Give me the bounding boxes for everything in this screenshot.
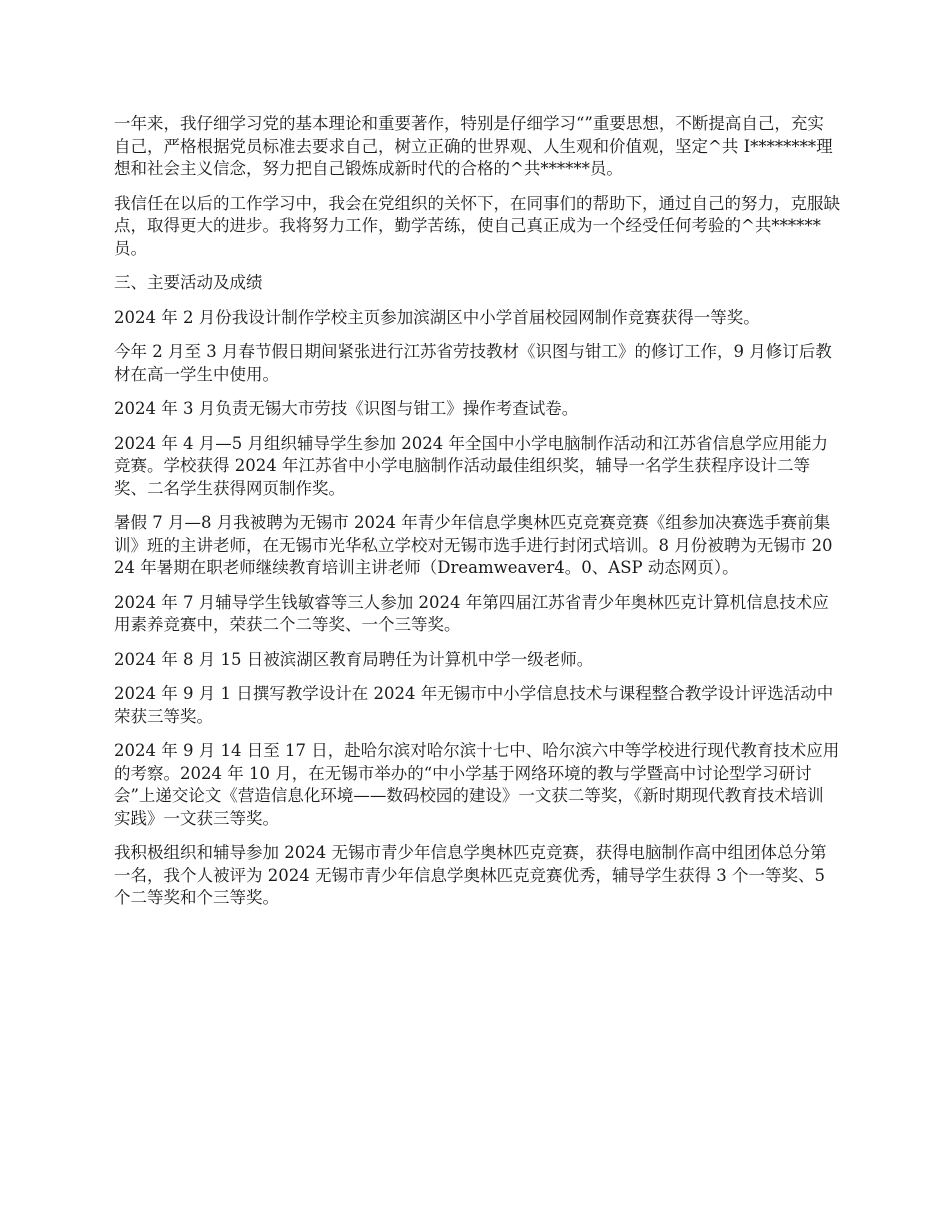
paragraph: 我积极组织和辅导参加 2024 无锡市青少年信息学奥林匹克竞赛，获得电脑制作高中组团体总分第一名，我个人被评为 2024 无锡市青少年信息学奥林匹克竞赛优秀，辅导学生获得 3 个一等奖、5 个二等奖和个三等奖。 [114, 843, 827, 907]
paragraph: 2024 年 2 月份我设计制作学校主页参加滨湖区中小学首届校园网制作竞赛获得一等奖。 [114, 307, 760, 327]
paragraph: 暑假 7 月—8 月我被聘为无锡市 2024 年青少年信息学奥林匹克竞赛竞赛《组参加决赛选手赛前集训》班的主讲老师，在无锡市光华私立学校对无锡市选手进行封闭式培训。8 月份被聘为无锡市 2024 年暑期在职老师继续教育培训主讲老师（Dreamweaver4。0、ASP 动态网页）。 [114, 513, 833, 577]
paragraph: 2024 年 7 月辅导学生钱敏睿等三人参加 2024 年第四届江苏省青少年奥林匹克计算机信息技术应用素养竞赛中，荣获二个二等奖、一个三等奖。 [114, 592, 829, 634]
paragraph: 2024 年 4 月—5 月组织辅导学生参加 2024 年全国中小学电脑制作活动和江苏省信息学应用能力竞赛。学校获得 2024 年江苏省中小学电脑制作活动最佳组织奖，辅导一名学生获程序设计二等奖、二名学生获得网页制作奖。 [114, 433, 828, 498]
paragraph: 今年 2 月至 3 月春节假日期间紧张进行江苏省劳技教材《识图与钳工》的修订工作，9 月修订后教材在高一学生中使用。 [114, 342, 832, 384]
paragraph: 2024 年 9 月 14 日至 17 日，赴哈尔滨对哈尔滨十七中、哈尔滨六中等学校进行现代教育技术应用的考察。2024 年 10 月，在无锡市举办的“中小学基于网络环境的教与学暨高中讨论型学习研讨会”上递交论文《营造信息化环境——数码校园的建设》一文获二等奖，《新时期现代教育技术培训实践》一文获三等奖。 [114, 741, 840, 828]
paragraph: 2024 年 3 月负责无锡大市劳技《识图与钳工》操作考查试卷。 [114, 399, 579, 418]
paragraph: 一年来，我仔细学习党的基本理论和重要著作，特别是仔细学习“”重要思想，不断提高自己，充实自己，严格根据党员标准去要求自己，树立正确的世界观、人生观和价值观，坚定^共 I********理想和社会主义信念，努力把自己锻炼成新时代的合格的^共******员。 [114, 114, 833, 178]
paragraph: 2024 年 8 月 15 日被滨湖区教育局聘任为计算机中学一级老师。 [114, 649, 594, 669]
document-body [114, 113, 840, 922]
section-heading: 三、主要活动及成绩 [114, 273, 263, 292]
paragraph: 2024 年 9 月 1 日撰写教学设计在 2024 年无锡市中小学信息技术与课程整合教学设计评选活动中荣获三等奖。 [114, 684, 834, 726]
paragraph: 我信任在以后的工作学习中，我会在党组织的关怀下，在同事们的帮助下，通过自己的努力，克服缺点，取得更大的进步。我将努力工作，勤学苦练，使自己真正成为一个经受任何考验的^共******员。 [114, 193, 840, 258]
